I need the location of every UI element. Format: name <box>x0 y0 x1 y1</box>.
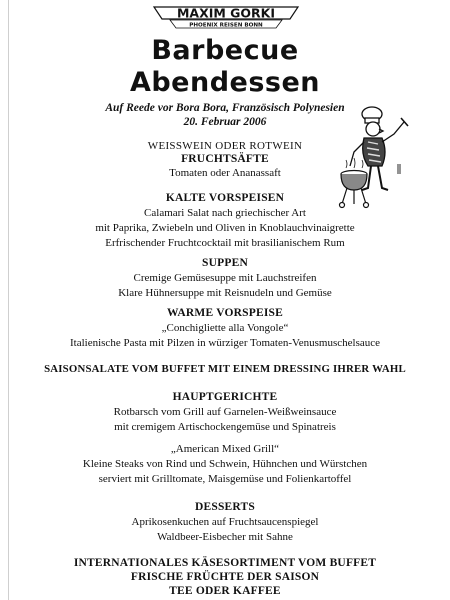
title-line-2: Abendessen <box>129 67 321 98</box>
main-line-2: mit cremigem Artischockengemüse und Spinatreis <box>114 421 336 433</box>
warm-starter-heading: WARME VORSPEISE <box>167 307 283 319</box>
title-line-1: Barbecue <box>151 35 299 66</box>
ship-logo <box>150 3 302 31</box>
dessert-line-1: Aprikosenkuchen auf Fruchtsaucenspiegel <box>131 516 319 528</box>
mains-heading: HAUPTGERICHTE <box>172 391 278 403</box>
cold-starter-line-3: Erfrischender Fruchtcocktail mit brasilianischem Rum <box>105 237 345 249</box>
soups-heading: SUPPEN <box>202 257 248 269</box>
juice-heading: FRUCHTSÄFTE <box>181 153 269 165</box>
juice-line: Tomaten oder Ananassaft <box>169 167 281 179</box>
soup-line-2: Klare Hühnersuppe mit Reisnudeln und Gemüse <box>118 287 332 299</box>
drinks-wine: WEISSWEIN ODER ROTWEIN <box>147 140 303 152</box>
subtitle-date: 20. Februar 2006 <box>183 116 267 128</box>
dessert-line-2: Waldbeer-Eisbecher mit Sahne <box>157 531 293 543</box>
warm-starter-line-2: Italienische Pasta mit Pilzen in würziger Tomaten-Venusmuschelsauce <box>70 337 380 349</box>
cold-starter-line-2: mit Paprika, Zwiebeln und Oliven in Knoblauchvinaigrette <box>95 222 355 234</box>
cold-starters-heading: KALTE VORSPEISEN <box>165 192 285 204</box>
subtitle-location: Auf Reede vor Bora Bora, Französisch Polynesien <box>105 102 345 114</box>
main-line-1: Rotbarsch vom Grill auf Garnelen-Weißweinsauce <box>113 406 337 418</box>
finale-line-2: FRISCHE FRÜCHTE DER SAISON <box>130 571 320 583</box>
main-line-3: „American Mixed Grill“ <box>170 443 280 455</box>
logo-tagline: PHOENIX REISEN BONN <box>189 22 263 29</box>
logo-name: MAXIM GORKI <box>176 5 276 21</box>
main-line-5: serviert mit Grilltomate, Maisgemüse und Folienkartoffel <box>98 473 352 485</box>
main-line-4: Kleine Steaks von Rind und Schwein, Hühnchen und Würstchen <box>82 458 368 470</box>
cold-starter-line-1: Calamari Salat nach griechischer Art <box>144 207 306 219</box>
ship-logo-graphic <box>150 3 302 31</box>
finale-line-1: INTERNATIONALES KÄSESORTIMENT VOM BUFFET <box>73 557 377 569</box>
salads-heading: SAISONSALATE VOM BUFFET MIT EINEM DRESSING IHRER WAHL <box>44 363 406 375</box>
soup-line-1: Cremige Gemüsesuppe mit Lauchstreifen <box>133 272 317 284</box>
finale-line-3: TEE ODER KAFFEE <box>169 585 281 597</box>
warm-starter-line-1: „Conchigliette alla Vongole“ <box>161 322 289 334</box>
desserts-heading: DESSERTS <box>194 501 255 513</box>
